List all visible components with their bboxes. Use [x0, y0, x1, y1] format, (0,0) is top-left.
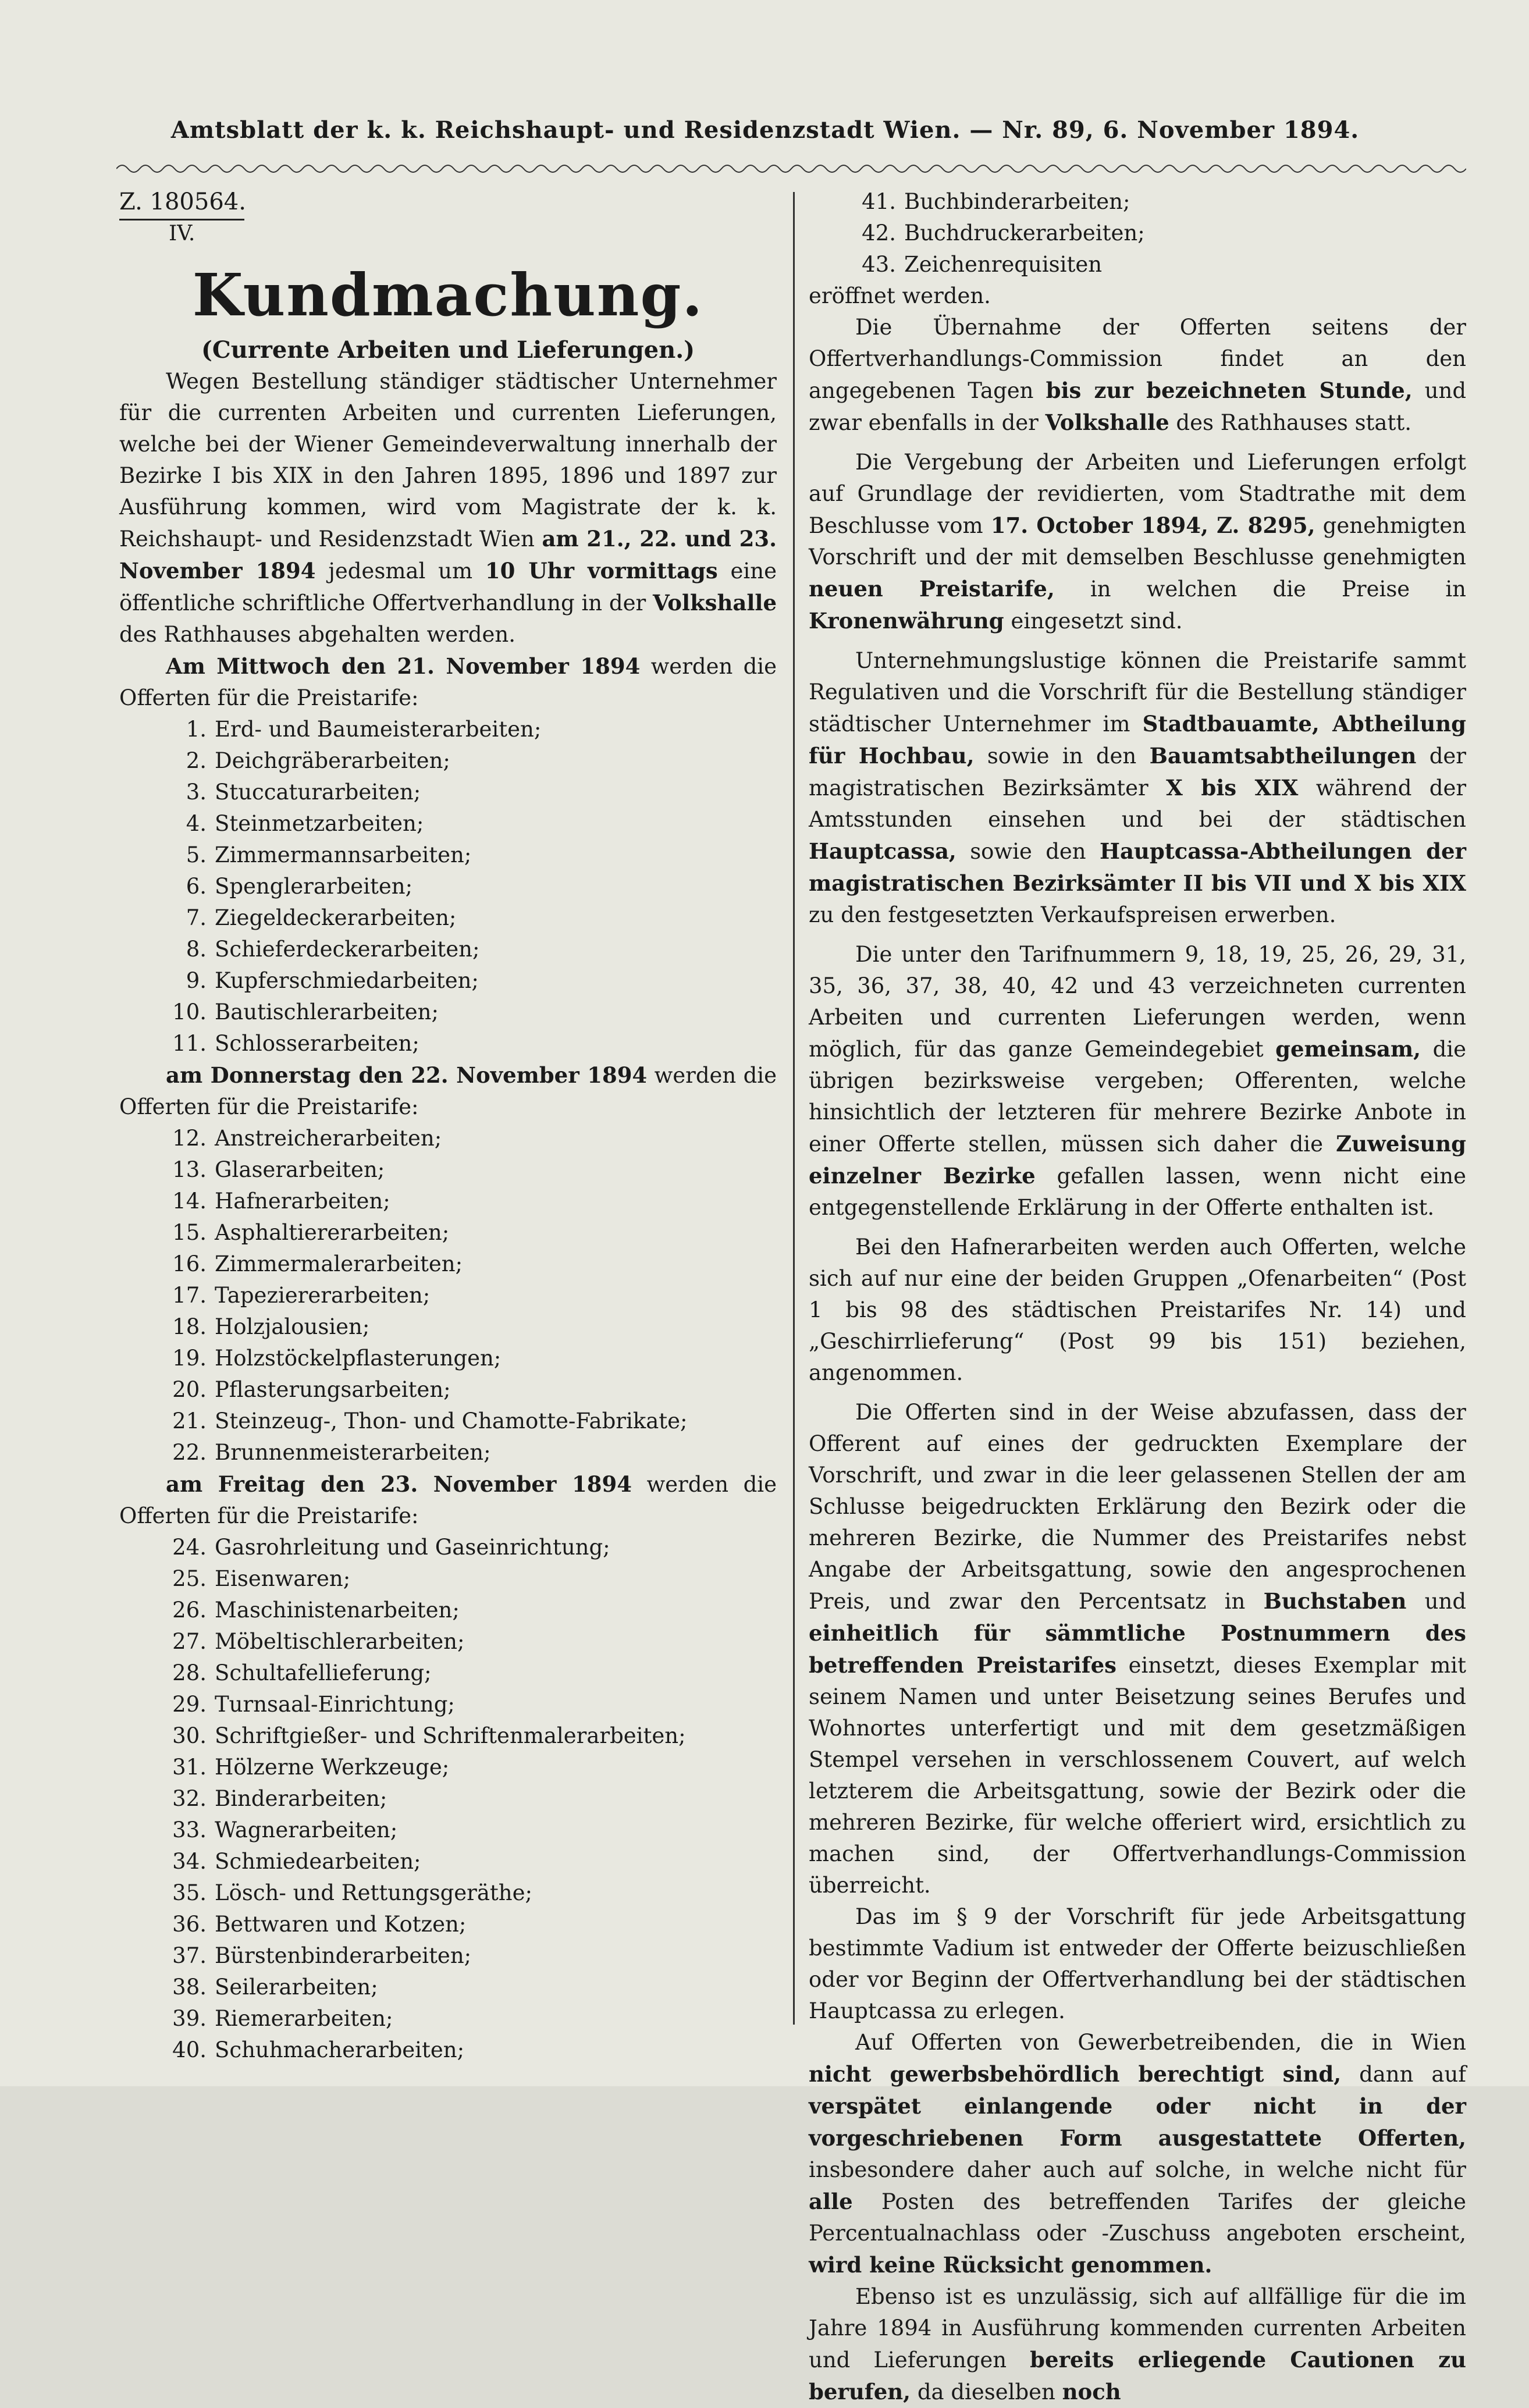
list-item: 43. Zeichenrequisiten — [862, 252, 1103, 277]
list-item: 31. Hölzerne Werkzeuge; — [172, 1755, 450, 1780]
tariff-list-2 — [119, 1123, 777, 1468]
list-item: 12. Anstreicherarbeiten; — [172, 1126, 442, 1151]
list-item: 42. Buchdruckerarbeiten; — [862, 220, 1145, 246]
document-number: Z. 180564. — [119, 188, 246, 215]
intro-paragraph: Wegen Bestellung ständiger städtischer Unternehmer für die currenten Arbeiten und currenten Lieferungen, welche bei der Wiener Gemeindeverwaltung innerhalb der Bezirke I bis XIX in den Jahren 1895, 1896 und 1897 zur Ausführung kommen, wird vom Magistrate der k. k. Reichshaupt- und Residenzstadt Wien am 21., 22. und 23. November 1894 jedesmal um 10 Uhr vormittags eine öffentliche schriftliche Offertverhandlung in der Volkshalle des Rathhauses abgehalten werden. — [119, 369, 777, 647]
list-item: 38. Seilerarbeiten; — [172, 1975, 378, 2000]
list-item: 39. Riemerarbeiten; — [172, 2006, 393, 2031]
list-item: 6. Spenglerarbeiten; — [186, 874, 413, 899]
list-item: 32. Binderarbeiten; — [172, 1786, 387, 1811]
list-item: 20. Pflasterungsarbeiten; — [172, 1377, 451, 1402]
tariff-list-3 — [119, 1532, 777, 2066]
list-item: 14. Hafnerarbeiten; — [172, 1189, 390, 1214]
list-item: 34. Schmiedearbeiten; — [172, 1849, 421, 1874]
paragraph-tariffs: Unternehmungslustige können die Preistarife sammt Regulativen und die Vorschrift für die Bestellung ständiger städtischer Unternehmer im Stadtbauamte, Abtheilung für Hochbau, sowie in den Bauamtsabtheilungen der magistratischen Bezirksämter X bis XIX während der Amtsstunden einsehen und bei der städtischen Hauptcassa, sowie den Hauptcassa-Abtheilungen der magistratischen Bezirksämter II bis VII und X bis XIX zu den festgesetzten Verkaufspreisen erwerben. — [809, 648, 1467, 927]
list-item: 28. Schultafellieferung; — [172, 1660, 432, 1685]
opened-line: eröffnet werden. — [809, 283, 991, 308]
list-item: 24. Gasrohrleitung und Gaseinrichtung; — [172, 1535, 610, 1560]
list-item: 15. Asphaltiererarbeiten; — [172, 1220, 450, 1245]
list-item: 8. Schieferdeckerarbeiten; — [186, 937, 480, 962]
list-item: 10. Bautischlerarbeiten; — [172, 1000, 439, 1025]
list-item: 25. Eisenwaren; — [172, 1566, 351, 1591]
subtitle: (Currente Arbeiten und Lieferungen.) — [201, 336, 695, 364]
list-item: 29. Turnsaal-Einrichtung; — [172, 1692, 455, 1717]
day3-heading: am Freitag den 23. November 1894 werden die Offerten für die Preistarife: — [119, 1471, 777, 1528]
list-item: 4. Steinmetzarbeiten; — [186, 811, 424, 836]
list-item: 2. Deichgräberarbeiten; — [186, 748, 450, 773]
paragraph-award: Die Vergebung der Arbeiten und Lieferungen erfolgt auf Grundlage der revidierten, vom Stadtrathe mit dem Beschlusse vom 17. October 1894, Z. 8295, genehmigten Vorschrift und der mit demselben Beschlusse genehmigten neuen Preistarife, in welchen die Preise in Kronenwährung eingesetzt sind. — [809, 450, 1467, 634]
list-item: 40. Schuhmacherarbeiten; — [172, 2037, 465, 2062]
right-column — [809, 186, 1466, 2408]
list-item: 22. Brunnenmeisterarbeiten; — [172, 1440, 491, 1465]
paragraph-hafner: Bei den Hafnerarbeiten werden auch Offerten, welche sich auf nur eine der beiden Gruppen „Ofenarbeiten“ (Post 1 bis 98 des städtischen Preistarifes Nr. 14) und „Geschirrlieferung“ (Post 99 bis 151) beziehen, angenommen. — [809, 1235, 1466, 1385]
list-item: 1. Erd- und Baumeisterarbeiten; — [186, 717, 542, 742]
list-item: 19. Holzstöckelpflasterungen; — [172, 1346, 502, 1371]
list-item: 35. Lösch- und Rettungsgeräthe; — [172, 1880, 532, 1905]
list-item: 17. Tapeziererarbeiten; — [172, 1283, 431, 1308]
paragraph-offer-format: Die Offerten sind in der Weise abzufassen, dass der Offerent auf eines der gedruckten Exemplare der Vorschrift, und zwar in die leer gelassenen Stellen der am Schlusse beigedruckten Erklärung den Bezirk oder die mehreren Bezirke, die Nummer des Preistarifes nebst Angabe der Arbeitsgattung, sowie den angesprochenen Preis, und zwar den Percentsatz in Buchstaben und einheitlich für sämmtliche Postnummern des betreffenden Preistarifes einsetzt, dieses Exemplar mit seinem Namen und unter Beisetzung seines Berufes und Wohnortes unterfertigt und mit dem gesetzmäßigen Stempel versehen in verschlossenem Couvert, auf welch letzterem die Arbeitsgattung, sowie der Bezirk oder die mehreren Bezirke, für welche offeriert wird, ersichtlich zu machen sind, der Offertverhandlungs-Commission überreicht. — [809, 1400, 1467, 1898]
paragraph-acceptance: Die Übernahme der Offerten seitens der Offertverhandlungs-Commission findet an den angegebenen Tagen bis zur bezeichneten Stunde, und zwar ebenfalls in der Volkshalle des Rathhauses statt. — [809, 315, 1467, 435]
paragraph-vadium: Das im § 9 der Vorschrift für jede Arbeitsgattung bestimmte Vadium ist entweder der Offerte beizuschließen oder vor Beginn der Offertverhandlung bei der städtischen Hauptcassa zu erlegen. — [809, 1904, 1466, 2023]
list-item: 5. Zimmermannsarbeiten; — [186, 842, 472, 867]
page-title: Kundmachung. — [192, 261, 704, 329]
list-item: 18. Holzjalousien; — [172, 1314, 370, 1339]
list-item: 11. Schlosserarbeiten; — [172, 1031, 419, 1056]
paragraph-tariff-numbers: Die unter den Tarifnummern 9, 18, 19, 25, 26, 29, 31, 35, 36, 37, 38, 40, 42 und 43 verzeichneten currenten Arbeiten und currenten Lieferungen werden, wenn möglich, für das ganze Gemeindegebiet gemeinsam, die übrigen bezirksweise vergeben; Offerenten, welche hinsichtlich der letzteren für mehrere Bezirke Anbote in einer Offerte stellen, müssen sich daher die Zuweisung einzelner Bezirke gefallen lassen, wenn nicht eine entgegenstellende Erklärung in der Offerte enthalten ist. — [809, 942, 1466, 1220]
list-item: 9. Kupferschmiedarbeiten; — [186, 968, 479, 993]
day2-heading: am Donnerstag den 22. November 1894 werden die Offerten für die Preistarife: — [119, 1062, 777, 1119]
list-item: 27. Möbeltischlerarbeiten; — [172, 1629, 465, 1654]
paragraph-rejection: Auf Offerten von Gewerbetreibenden, die in Wien nicht gewerbsbehördlich berechtigt sind, dann auf verspätet einlangende oder nicht in der vorgeschriebenen Form ausgestattete Offerten, insbesondere daher auch auf solche, in welche nicht für alle Posten des betreffenden Tarifes der gleiche Percentualnachlass oder -Zuschuss angeboten erscheint, wird keine Rücksicht genommen. — [809, 2030, 1466, 2278]
list-item: 7. Ziegeldeckerarbeiten; — [186, 905, 457, 930]
list-item: 26. Maschinistenarbeiten; — [172, 1598, 460, 1623]
list-item: 3. Stuccaturarbeiten; — [186, 780, 421, 805]
list-item: 30. Schriftgießer- und Schriftenmalerarbeiten; — [172, 1723, 686, 1748]
list-item: 37. Bürstenbinderarbeiten; — [172, 1943, 472, 1968]
list-item: 13. Glaserarbeiten; — [172, 1157, 385, 1182]
list-item: 21. Steinzeug-, Thon- und Chamotte-Fabrikate; — [172, 1408, 688, 1434]
tariff-list-1 — [119, 714, 777, 1059]
day1-heading: Am Mittwoch den 21. November 1894 werden die Offerten für die Preistarife: — [119, 653, 777, 710]
section-number: IV. — [169, 222, 195, 246]
paragraph-cautions: Ebenso ist es unzulässig, sich auf allfällige für die im Jahre 1894 in Ausführung kommenden currenten Arbeiten und Lieferungen bereits erliegende Cautionen zu berufen, da dieselben noch — [809, 2284, 1466, 2405]
page-header: Amtsblatt der k. k. Reichshaupt- und Residenzstadt Wien. — Nr. 89, 6. November 1894. — [170, 116, 1360, 144]
list-item: 16. Zimmermalerarbeiten; — [172, 1251, 463, 1276]
list-item: 36. Bettwaren und Kotzen; — [172, 1912, 467, 1937]
list-item: 41. Buchbinderarbeiten; — [862, 189, 1130, 214]
tariff-list-4 — [809, 186, 1466, 280]
left-column — [119, 186, 777, 2066]
list-item: 33. Wagnerarbeiten; — [172, 1817, 398, 1843]
column-divider — [793, 192, 795, 2025]
wavy-rule — [116, 157, 1466, 180]
